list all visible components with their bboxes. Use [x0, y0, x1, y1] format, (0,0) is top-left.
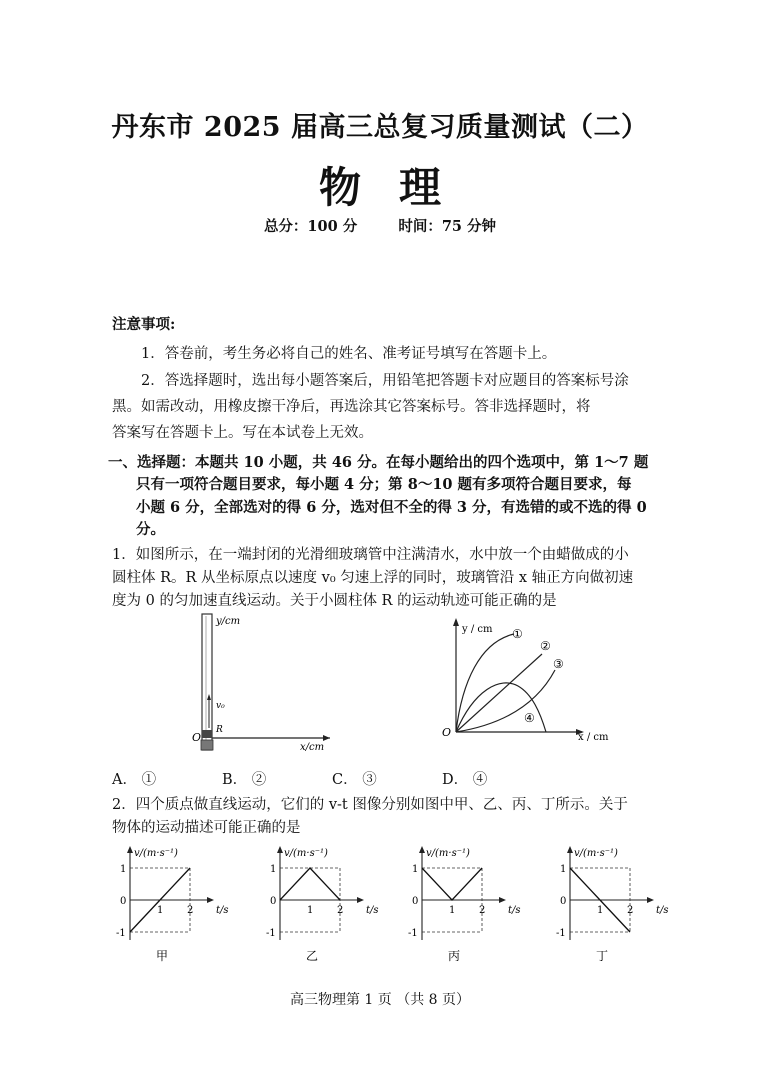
t-axis-arrow	[499, 897, 506, 903]
tick-v0: 0	[560, 896, 567, 907]
tick-t1: 1	[597, 905, 604, 916]
t-axis-arrow	[647, 897, 654, 903]
v-axis-arrow	[567, 846, 573, 853]
notice-item-2-line-3: 答案写在答题卡上。写在本试卷上无效。	[112, 425, 373, 441]
notice-heading: 注意事项:	[112, 316, 176, 333]
R-label: R	[216, 725, 223, 735]
t-axis-label: t/s	[366, 905, 379, 916]
curve-label-4: ④	[524, 711, 535, 725]
tube-origin-label: O	[192, 731, 202, 744]
tick-vneg1: -1	[556, 928, 566, 939]
tick-v0: 0	[120, 896, 127, 907]
notice-item-2-line-1: 2．答选择题时，选出每小题答案后，用铅笔把答题卡对应题目的答案标号涂	[141, 373, 629, 389]
t-axis-label: t/s	[508, 905, 521, 916]
section1-line-3: 小题 6 分，全部选对的得 6 分，选对但不全的得 3 分，有选错的或不选的得 0	[136, 499, 647, 516]
vt-chart-4	[548, 838, 688, 966]
t-axis-label: t/s	[216, 905, 229, 916]
tick-t2: 2	[479, 905, 486, 916]
q1-option-b: B． ②	[222, 772, 267, 788]
tick-vneg1: -1	[116, 928, 126, 939]
traj-x-label: x / cm	[578, 732, 609, 743]
q1-trajectory-figure	[410, 612, 620, 747]
tick-t1: 1	[449, 905, 456, 916]
notice-item-1: 1．答卷前，考生务必将自己的姓名、准考证号填写在答题卡上。	[141, 346, 557, 362]
curve-label-1: ①	[512, 627, 523, 641]
v0-label: v₀	[216, 701, 225, 711]
curve-label-2: ②	[540, 639, 551, 653]
traj-origin-label: O	[442, 726, 452, 739]
notice-item-2-line-2: 黑。如需改动，用橡皮擦干净后，再选涂其它答案标号。答非选择题时，将	[112, 399, 591, 415]
q1-option-c: C． ③	[332, 772, 377, 788]
q1-option-a: A． ①	[112, 772, 157, 788]
wax-cylinder	[202, 730, 212, 738]
page-footer: 高三物理第 1 页 （共 8 页）	[289, 992, 471, 1008]
v-axis-arrow	[419, 846, 425, 853]
tick-vneg1: -1	[266, 928, 276, 939]
tube-y-label: y/cm	[216, 616, 241, 627]
curve-label-3: ③	[553, 657, 564, 671]
vt-line-丙	[422, 868, 482, 900]
tick-v0: 0	[412, 896, 419, 907]
section1-line-2: 只有一项符合题目要求，每小题 4 分；第 8～10 题有多项符合题目要求，每	[136, 476, 632, 493]
vt-chart-caption: 丁	[596, 949, 609, 963]
tick-v1: 1	[120, 864, 127, 875]
vt-chart-3	[400, 838, 540, 966]
t-axis-arrow	[207, 897, 214, 903]
q2-line-1: 2．四个质点做直线运动，它们的 v-t 图像分别如图中甲、乙、丙、丁所示。关于	[112, 797, 628, 813]
vt-line-乙	[280, 868, 340, 900]
t-axis-arrow	[357, 897, 364, 903]
v-axis-label: v/(m·s⁻¹)	[134, 848, 178, 859]
tick-v1: 1	[412, 864, 419, 875]
vt-chart-caption: 丙	[448, 949, 461, 963]
v-axis-label: v/(m·s⁻¹)	[574, 848, 618, 859]
section1-line-4: 分。	[136, 521, 165, 538]
q1-tube-figure	[180, 610, 340, 760]
tick-v0: 0	[270, 896, 277, 907]
vt-chart-2	[258, 838, 398, 966]
exam-time: 时间：75 分钟	[398, 218, 497, 235]
tick-v1: 1	[560, 864, 567, 875]
tick-vneg1: -1	[408, 928, 418, 939]
tube-x-arrow	[323, 735, 330, 741]
v-axis-label: v/(m·s⁻¹)	[426, 848, 470, 859]
exam-title: 丹东市 2025 届高三总复习质量测试（二）	[111, 112, 649, 143]
v-axis-label: v/(m·s⁻¹)	[284, 848, 328, 859]
tick-t2: 2	[187, 905, 194, 916]
tube-x-label: x/cm	[300, 742, 325, 753]
tick-t2: 2	[337, 905, 344, 916]
v-axis-arrow	[127, 846, 133, 853]
q1-option-d: D． ④	[442, 772, 488, 788]
v-axis-arrow	[277, 846, 283, 853]
q1-line-3: 度为 0 的匀加速直线运动。关于小圆柱体 R 的运动轨迹可能正确的是	[112, 593, 557, 609]
q1-line-2: 圆柱体 R。R 从坐标原点以速度 v₀ 匀速上浮的同时，玻璃管沿 x 轴正方向做初速	[112, 570, 634, 586]
vt-chart-1	[108, 838, 248, 966]
tube-stopper	[201, 740, 213, 750]
traj-y-label: y / cm	[462, 624, 493, 635]
total-score: 总分：100 分	[263, 218, 358, 235]
tick-t2: 2	[627, 905, 634, 916]
tick-t1: 1	[307, 905, 314, 916]
q2-line-2: 物体的运动描述可能正确的是	[112, 820, 301, 836]
q2-vt-charts	[0, 838, 760, 968]
trajectory-3	[456, 670, 555, 732]
vt-chart-caption: 甲	[156, 949, 169, 963]
vt-chart-caption: 乙	[306, 949, 319, 963]
section1-line-1: 一、选择题：本题共 10 小题，共 46 分。在每小题给出的四个选项中，第 1～7 题	[108, 454, 649, 471]
t-axis-label: t/s	[656, 905, 669, 916]
traj-y-arrow	[453, 618, 459, 626]
q1-line-1: 1．如图所示，在一端封闭的光滑细玻璃管中注满清水，水中放一个由蜡做成的小	[112, 547, 629, 563]
tick-v1: 1	[270, 864, 277, 875]
glass-tube	[202, 614, 212, 750]
tick-t1: 1	[157, 905, 164, 916]
subject-title: 物理	[318, 163, 479, 212]
score-time-line	[0, 215, 760, 236]
